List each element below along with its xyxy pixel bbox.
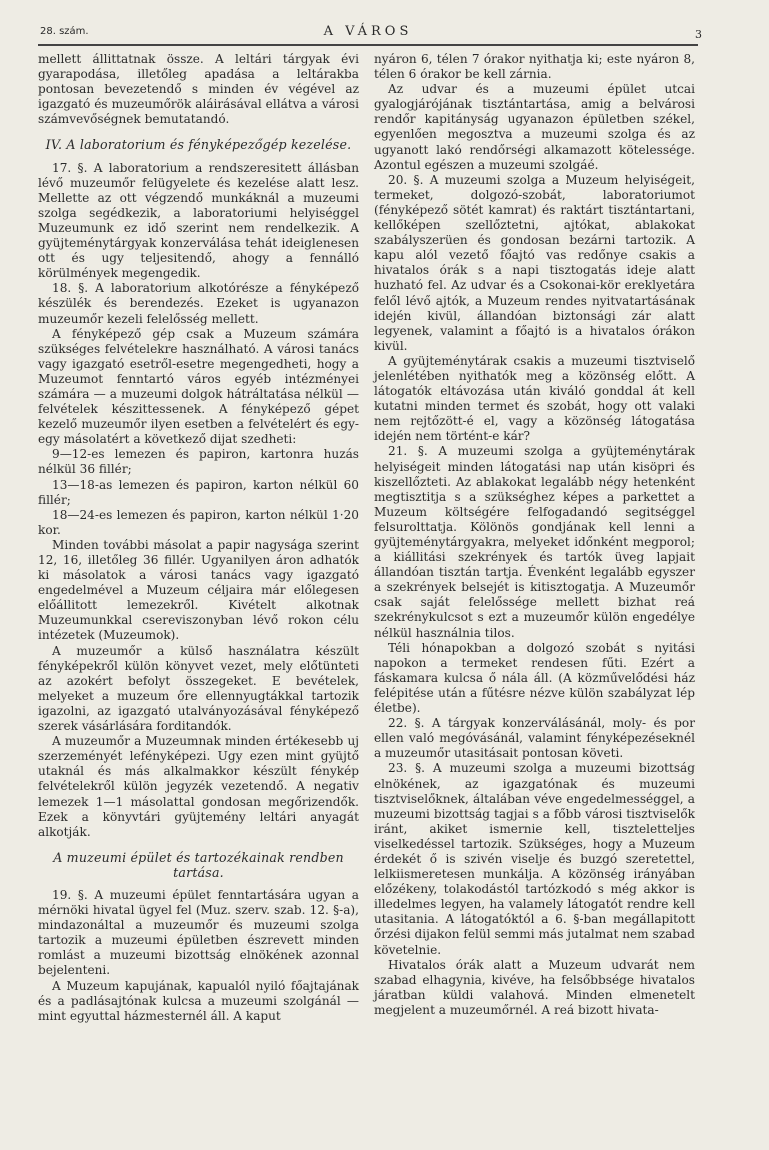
section-heading: IV. A laboratorium és fényképezőgép kezelése. xyxy=(45,137,352,153)
paragraph: A muzeumőr a Muzeumnak minden értékesebb uj szerzeményét lefényképezi. Ugy ezen mint gyüjtő utaknál és más alkalmakkor készült fénykép felvételekről külön jegyzék vezetendő. A negativ lemezek 1—1 másolattal gondosan megőrizendők. Ezek a könyvtári gyüjtemény leltári anyagát alkotják. xyxy=(38,734,359,839)
paragraph: mellett állittatnak össze. A leltári tárgyak évi gyarapodása, illetőleg apadása a leltárakba pontosan bevezetendő s minden év végével az igazgató és muzeumőrök aláirásával ellátva a városi számvevőségnek bemutatandó. xyxy=(38,52,359,127)
paragraph: 18. §. A laboratorium alkotórésze a fényképező készülék és berendezés. Ezeket is ugyanazon muzeumőr kezeli felelősség mellett. xyxy=(38,281,359,326)
paragraph: 22. §. A tárgyak konzerválásánál, moly- és por ellen való megóvásánál, valamint fényképezéseknél a muzeumőr utasitásait pontosan követi. xyxy=(374,716,695,761)
section-heading: A muzeumi épület és tartozékainak rendben tartása. xyxy=(53,849,344,880)
paragraph: 18—24-es lemezen és papiron, karton nélkül 1·20 kor. xyxy=(38,507,359,537)
paragraph: Téli hónapokban a dolgozó szobát s nyitási napokon a termeket rendesen fűti. Ezért a fáskamara kulcsa ő nála áll. (A közművelődési ház felépitése után a fűtésre nézve külön szabályzat lép életbe). xyxy=(374,640,695,716)
paragraph: nyáron 6, télen 7 órakor nyithatja ki; este nyáron 8, télen 6 órakor be kell zárnia. xyxy=(374,52,695,82)
paragraph: 9—12-es lemezen és papiron, kartonra huzás nélkül 36 fillér; xyxy=(38,447,359,477)
paragraph: A fényképező gép csak a Muzeum számára szükséges felvételekre használható. A városi tanács vagy igazgató esetről-esetre megengedheti, hogy a Muzeumot fenntartó város egyéb intézményei számára — a muzeumi dolgok hátráltatása nélkül — felvételek készittessenek. A fényképező gépet kezelő muzeumőr ilyen esetben a felvételért és egy-egy másolatért a következő dijat szedheti: xyxy=(38,326,359,447)
paragraph: Hivatalos órák alatt a Muzeum udvarát nem szabad elhagynia, kivéve, ha felsőbbsége hivatalos járatban küldi valahová. Minden elmenetelt megjelent a muzeumőrnél. A reá bizott hivata- xyxy=(374,957,695,1017)
issue-number: 28. szám. xyxy=(40,26,89,37)
paragraph: 21. §. A muzeumi szolga a gyüjteménytárak helyiségeit minden látogatási nap után kisöpri és kiszellőzteti. Az ablakokat legalább négy hetenként megtisztitja s a szükséghez képes a parkettet a Muzeum költségére felfogadandó segitséggel felsurolttatja. Kölönös gondjának kell lenni a gyüjteménytárgyakra, melyeket időnként megporol; a kiállitási szekrények és tartók üveg lapjait állandóan tisztán tartja. Évenként legalább egyszer a szekrények belsejét is kitisztogatja. A Muzeumőr csak saját felelőssége mellett bizhat reá szekrénykulcsot s ezt a muzeumőr külön engedélye nélkül használnia tilos. xyxy=(374,444,695,640)
right-column xyxy=(374,52,695,1018)
left-column xyxy=(38,52,359,1024)
paragraph: 13—18-as lemezen és papiron, karton nélkül 60 fillér; xyxy=(38,477,359,507)
paragraph: 23. §. A muzeumi szolga a muzeumi bizottság elnökének, az igazgatónak és muzeumi tisztviselőknek, általában véve engedelmességgel, a muzeumi bizottság tagjai s a főbb városi tisztviselők iránt, akiket ismernie kell, tiszteletteljes viselkedéssel tartozik. Szükséges, hogy a Muzeum érdekét ő is szivén viselje és buzgó szeretettel, lelkiismeretesen munkálja. A közönség irányában előzékeny, tolakodástól tartózkodó s még akkor is illedelmes legyen, ha valamely látogatót rendre kell utasitania. A látogatóktól a 6. §-ban megállapitott őrzési dijakon felül semmi más jutalmat nem szabad követelnie. xyxy=(374,761,695,957)
page-number: 3 xyxy=(695,28,702,41)
paragraph: 17. §. A laboratorium a rendszeresitett állásban lévő muzeumőr felügyelete és kezelése alatt lesz. Mellette az ott végzendő munkáknál a muzeumi szolga segédkezik, a laboratoriumi helyiséggel Muzeumunk ez idő szerint nem rendelkezik. A gyüjteménytárgyak konzerválása tehát ideiglenesen ott és ugy teljesitendő, ahogy a fennálló körülmények megengedik. xyxy=(38,160,359,281)
paragraph: Az udvar és a muzeumi épület utcai gyalogjárójának tisztántartása, amig a belvárosi rendőr kapitányság ugyanazon épületben székel, egyenlően megosztva a muzeumi szolga és az ugyanott lakó rendőrségi alkamazott kötelessége. Azontul egészen a muzeumi szolgáé. xyxy=(374,82,695,172)
paragraph: A muzeumőr a külső használatra készült fényképekről külön könyvet vezet, mely előtünteti az azokért befolyt összegeket. E bevételek, melyeket a muzeum őre ellennyugtákkal tartozik igazolni, az igazgató utalványozásával fényképező szerek vásárlására forditandók. xyxy=(38,643,359,734)
page-header xyxy=(38,20,702,46)
paragraph: 19. §. A muzeumi épület fenntartására ugyan a mérnöki hivatal ügyel fel (Muz. szerv. szab. 12. §-a), mindazonáltal a muzeumőr és muzeumi szolga tartozik a muzeumi épületben észrevett minden romlást a muzeumi bizottság elnökének azonnal bejelenteni. xyxy=(38,887,359,978)
paragraph: Minden további másolat a papir nagysága szerint 12, 16, illetőleg 36 fillér. Ugyanilyen áron adhatók ki másolatok a városi tanács vagy igazgató engedelmével a Muzeum céljaira már előlegesen előállitott lemezekről. Kivételt alkotnak Muzeumunkkal csereviszonyban lévő rokon célu intézetek (Muzeumok). xyxy=(38,537,359,643)
paragraph: A gyüjteménytárak csakis a muzeumi tisztviselő jelenlétében nyithatók meg a közönség előtt. A látogatók eltávozása után kiváló gonddal át kell kutatni minden termet és szobát, hogy ott valaki nem rejtőzött-é el, vagy a közönség látogatása idején nem történt-e kár? xyxy=(374,353,695,444)
paragraph: 20. §. A muzeumi szolga a Muzeum helyiségeit, termeket, dolgozó-szobát, laboratoriumot (fényképező sötét kamrat) és raktárt tisztántartani, kellőképen szellőztetni, ajtókat, ablakokat szabályszerüen és gondosan bezárni tartozik. A kapu alól vezető főajtó vas redőnye csakis a hivatalos órák s a napi tisztogatás ideje alatt huzható fel. Az udvar és a Csokonai-kör ereklyetára felől lévő ajtók, a Muzeum rendes nyitvatartásának idején kivül, állandóan biztonsági zár alatt legyenek, valamint a főajtó is a hivatalos órákon kivül. xyxy=(374,172,695,353)
paragraph: A Muzeum kapujának, kapualól nyiló főajtajának és a padlásajtónak kulcsa a muzeumi szolgánál — mint egyuttal házmesternél áll. A kaput xyxy=(38,978,359,1023)
newspaper-title: A VÁROS xyxy=(323,24,413,39)
